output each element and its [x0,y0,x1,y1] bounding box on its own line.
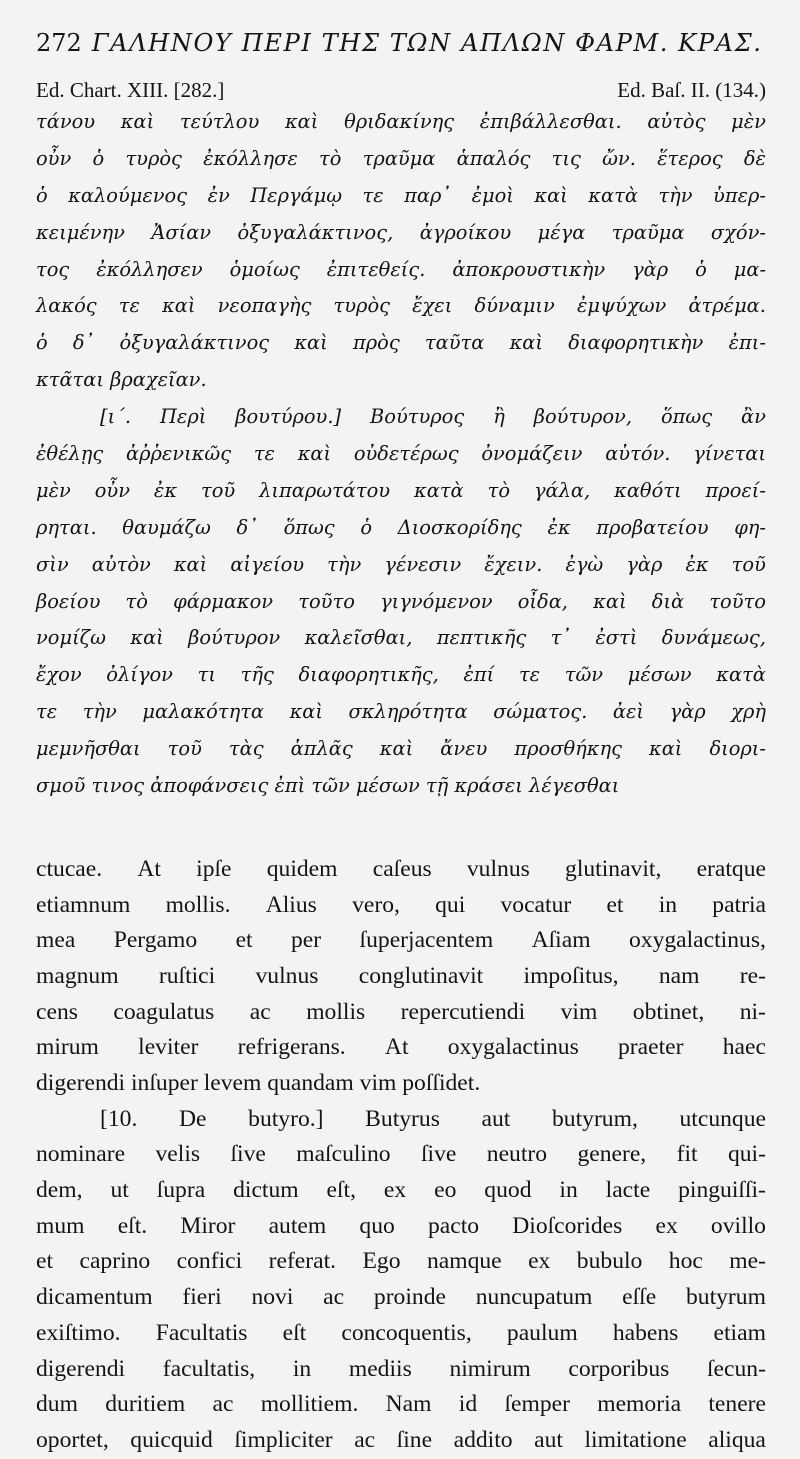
latin-text-block [36,852,766,1459]
text-line: oportet, quicquid ſimpliciter ac ſine addito aut limitatione aliqua [36,1426,766,1453]
text-line: digerendi facultatis, in mediis nimirum corporibus ſecun- [36,1355,766,1382]
text-line: νομίζω καὶ βούτυρον καλεῖσθαι, πεπτικῆς τ᾽ ἐστὶ δυνάμεως, [36,626,766,650]
text-line: βοείου τὸ φάρμακον τοῦτο γιγνόμενον οἶδα, καὶ διὰ τοῦτο [36,589,766,613]
text-line: κτᾶται βραχεῖαν. [36,368,207,392]
text-line: mum eſt. Miror autem quo pacto Dioſcorides ex ovillo [36,1212,766,1239]
text-line: digerendi inſuper levem quandam vim poſſidet. [36,1070,481,1097]
text-line: et caprino confici referat. Ego namque ex bubulo hoc me- [36,1248,766,1275]
edition-reference-left: Ed. Chart. XIII. [282.] [36,78,225,102]
text-line: ὁ καλούμενος ἐν Περγάμῳ τε παρ᾽ ἐμοὶ καὶ κατὰ τὴν ὑπερ- [36,183,766,207]
text-line: ἔχον ὀλίγον τι τῆς διαφορητικῆς, ἐπί τε τῶν μέσων κατὰ [36,663,766,687]
running-title: ΓΑΛΗΝΟΥ ΠΕΡΙ ΤΗΣ ΤΩΝ ΑΠΛΩΝ ΦΑΡΜ. ΚΡΑΣ. [91,28,763,57]
greek-text-block [36,104,766,805]
text-line: μὲν οὖν ἐκ τοῦ λιπαρωτάτου κατὰ τὸ γάλα, καθότι προεί- [36,478,766,502]
page-number: 272 [36,29,82,57]
text-line: ctucae. At ipſe quidem caſeus vulnus glutinavit, eratque [36,855,766,882]
edition-reference-line [36,76,766,104]
text-line: ἐθέλῃς ἀῤῥενικῶς τε καὶ οὐδετέρως ὀνομάζειν αὐτόν. γίνεται [36,442,766,466]
text-line: [ι΄. Περὶ βουτύρου.] Βούτυρος ἢ βούτυρον, ὅπως ἂν [100,405,766,429]
text-line: mirum leviter refrigerans. At oxygalactinus praeter haec [36,1034,766,1061]
text-line: οὖν ὁ τυρὸς ἐκόλλησε τὸ τραῦμα ἁπαλός τις ὤν. ἕτερος δὲ [36,146,766,170]
text-line: nominare velis ſive maſculino ſive neutro genere, fit qui- [36,1141,766,1168]
text-line: exiſtimo. Facultatis eſt concoquentis, paulum habens etiam [36,1319,766,1346]
text-line: etiamnum mollis. Alius vero, qui vocatur et in patria [36,891,766,918]
text-line: λακός τε καὶ νεοπαγὴς τυρὸς ἔχει δύναμιν ἐμψύχων ἀτρέμα. [36,294,766,318]
text-line: dicamentum fieri novi ac proinde nuncupatum eſſe butyrum [36,1284,766,1311]
running-head [36,28,766,76]
text-line: σὶν αὐτὸν καὶ αἰγείου τὴν γένεσιν ἔχειν. ἐγὼ γὰρ ἐκ τοῦ [36,552,766,576]
text-line: ὁ δ᾽ ὀξυγαλάκτινος καὶ πρὸς ταῦτα καὶ διαφορητικὴν ἐπι- [36,331,766,355]
edition-reference-right: Ed. Baſ. II. (134.) [617,78,766,102]
text-line: μεμνῆσθαι τοῦ τὰς ἁπλᾶς καὶ ἄνευ προσθήκης καὶ διορι- [36,737,766,761]
text-line: τε τὴν μαλακότητα καὶ σκληρότητα σώματος. ἀεὶ γὰρ χρὴ [36,700,766,724]
text-line: dem, ut ſupra dictum eſt, ex eo quod in lacte pinguiſſi- [36,1177,766,1204]
text-line: τος ἐκόλλησεν ὁμοίως ἐπιτεθείς. ἀποκρουστικὴν γὰρ ὁ μα- [36,257,766,281]
text-line: cens coagulatus ac mollis repercutiendi vim obtinet, ni- [36,998,766,1025]
text-line: σμοῦ τινος ἀποφάνσεις ἐπὶ τῶν μέσων τῇ κράσει λέγεσθαι [36,774,620,798]
text-line: [10. De butyro.] Butyrus aut butyrum, utcunque [100,1105,766,1132]
text-line: magnum ruſtici vulnus conglutinavit impoſitus, nam re- [36,962,766,989]
text-line: κειμένην Ἀσίαν ὀξυγαλάκτινος, ἀγροίκου μέγα τραῦμα σχόν- [36,220,766,244]
text-line: τάνου καὶ τεύτλου καὶ θριδακίνης ἐπιβάλλεσθαι. αὐτὸς μὲν [36,110,766,133]
text-line: ρηται. θαυμάζω δ᾽ ὅπως ὁ Διοσκορίδης ἐκ προβατείου φη- [36,515,766,539]
text-line: mea Pergamo et per ſuperjacentem Aſiam oxygalactinus, [36,927,766,954]
text-line: dum duritiem ac mollitiem. Nam id ſemper memoria tenere [36,1391,766,1418]
